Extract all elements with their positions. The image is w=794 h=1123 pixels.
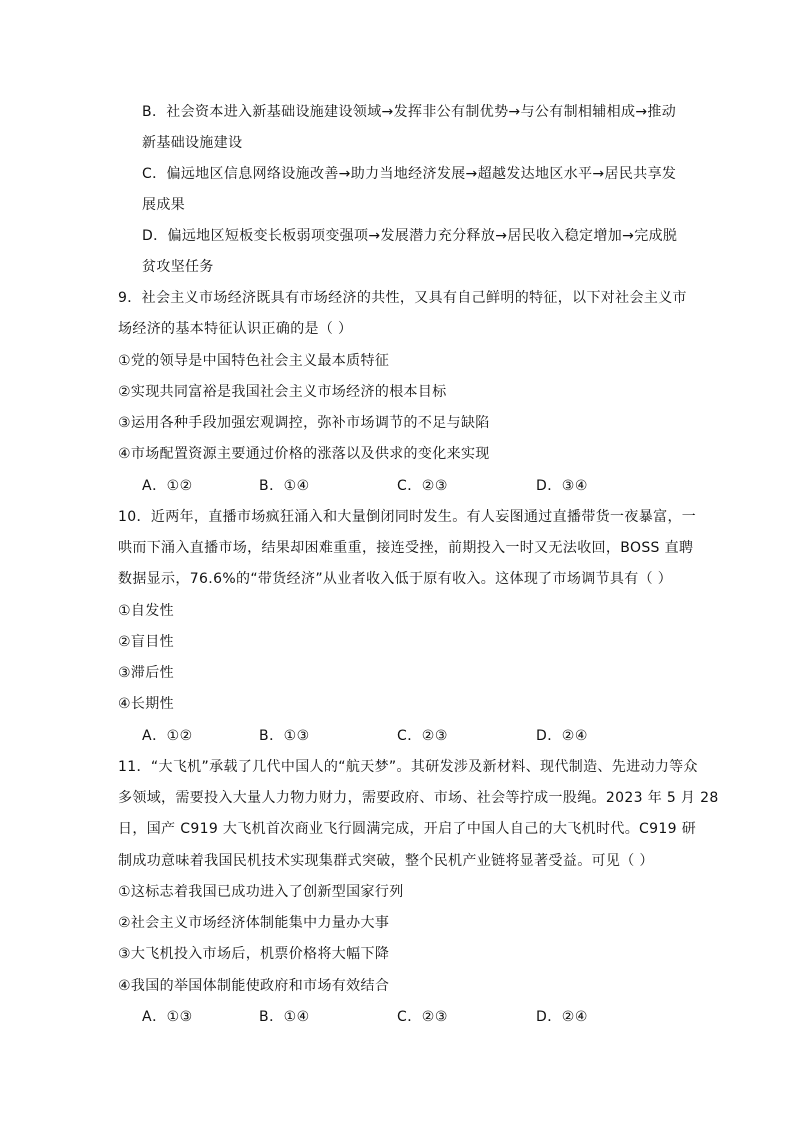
q10-stem-line3: 数据显示，76.6%的“带货经济”从业者收入低于原有收入。这体现了市场调节具有（ ）	[118, 571, 673, 587]
q8-option-d-line1: D．偏远地区短板变长板弱项变强项→发展潜力充分释放→居民收入稳定增加→完成脱	[142, 228, 678, 244]
q9-stem-line1: 9．社会主义市场经济既具有市场经济的共性，又具有自己鲜明的特征，以下对社会主义市	[118, 290, 687, 306]
q9-choice-c[interactable]: C．②③	[397, 478, 448, 494]
q9-item-3: ③运用各种手段加强宏观调控，弥补市场调节的不足与缺陷	[118, 415, 490, 431]
q8-option-c-line1: C．偏远地区信息网络设施改善→助力当地经济发展→超越发达地区水平→居民共享发	[142, 166, 677, 182]
q9-choice-d[interactable]: D．③④	[536, 478, 588, 494]
q9-stem-line2: 场经济的基本特征认识正确的是（ ）	[118, 321, 353, 337]
q11-choice-b[interactable]: B．①④	[259, 1009, 310, 1025]
q8-option-d-line2: 贫攻坚任务	[142, 259, 214, 275]
q11-stem-line2: 多领域，需要投入大量人力物力财力，需要政府、市场、社会等拧成一股绳。2023 年 5 月 28	[118, 790, 719, 806]
q10-item-2: ②盲目性	[118, 634, 174, 650]
q11-item-4: ④我国的举国体制能使政府和市场有效结合	[118, 978, 390, 994]
q10-choice-a[interactable]: A．①②	[142, 728, 193, 744]
q10-choice-d[interactable]: D．②④	[536, 728, 588, 744]
q8-option-b-line2: 新基础设施建设	[142, 135, 243, 151]
q9-item-1: ①党的领导是中国特色社会主义最本质特征	[118, 353, 390, 369]
q10-item-4: ④长期性	[118, 696, 174, 712]
q11-choice-a[interactable]: A．①③	[142, 1009, 193, 1025]
q11-stem-line4: 制成功意味着我国民机技术实现集群式突破，整个民机产业链将显著受益。可见（ ）	[118, 853, 654, 869]
q10-item-3: ③滞后性	[118, 665, 174, 681]
q11-item-1: ①这标志着我国已成功进入了创新型国家行列	[118, 884, 404, 900]
q10-stem-line2: 哄而下涌入直播市场，结果却困难重重，接连受挫，前期投入一时又无法收回，BOSS 直聘	[118, 540, 694, 556]
q8-option-b-line1: B．社会资本进入新基础设施建设领域→发挥非公有制优势→与公有制相辅相成→推动	[142, 104, 677, 120]
q8-option-c-line2: 展成果	[142, 197, 186, 213]
q10-choice-c[interactable]: C．②③	[397, 728, 448, 744]
q11-item-2: ②社会主义市场经济体制能集中力量办大事	[118, 915, 390, 931]
q10-item-1: ①自发性	[118, 603, 174, 619]
q11-choice-c[interactable]: C．②③	[397, 1009, 448, 1025]
q10-choice-b[interactable]: B．①③	[259, 728, 310, 744]
q11-item-3: ③大飞机投入市场后，机票价格将大幅下降	[118, 946, 390, 962]
q9-item-4: ④市场配置资源主要通过价格的涨落以及供求的变化来实现	[118, 446, 490, 462]
q11-choice-d[interactable]: D．②④	[536, 1009, 588, 1025]
q9-choice-a[interactable]: A．①②	[142, 478, 193, 494]
q9-item-2: ②实现共同富裕是我国社会主义市场经济的根本目标	[118, 384, 447, 400]
q11-stem-line3: 日，国产 C919 大飞机首次商业飞行圆满完成，开启了中国人自己的大飞机时代。C919 研	[118, 821, 697, 837]
q10-stem-line1: 10．近两年，直播市场疯狂涌入和大量倒闭同时发生。有人妄图通过直播带货一夜暴富，一	[118, 509, 697, 525]
q11-stem-line1: 11．“大飞机”承载了几代中国人的“航天梦”。其研发涉及新材料、现代制造、先进动力等众	[118, 759, 698, 775]
q9-choice-b[interactable]: B．①④	[259, 478, 310, 494]
